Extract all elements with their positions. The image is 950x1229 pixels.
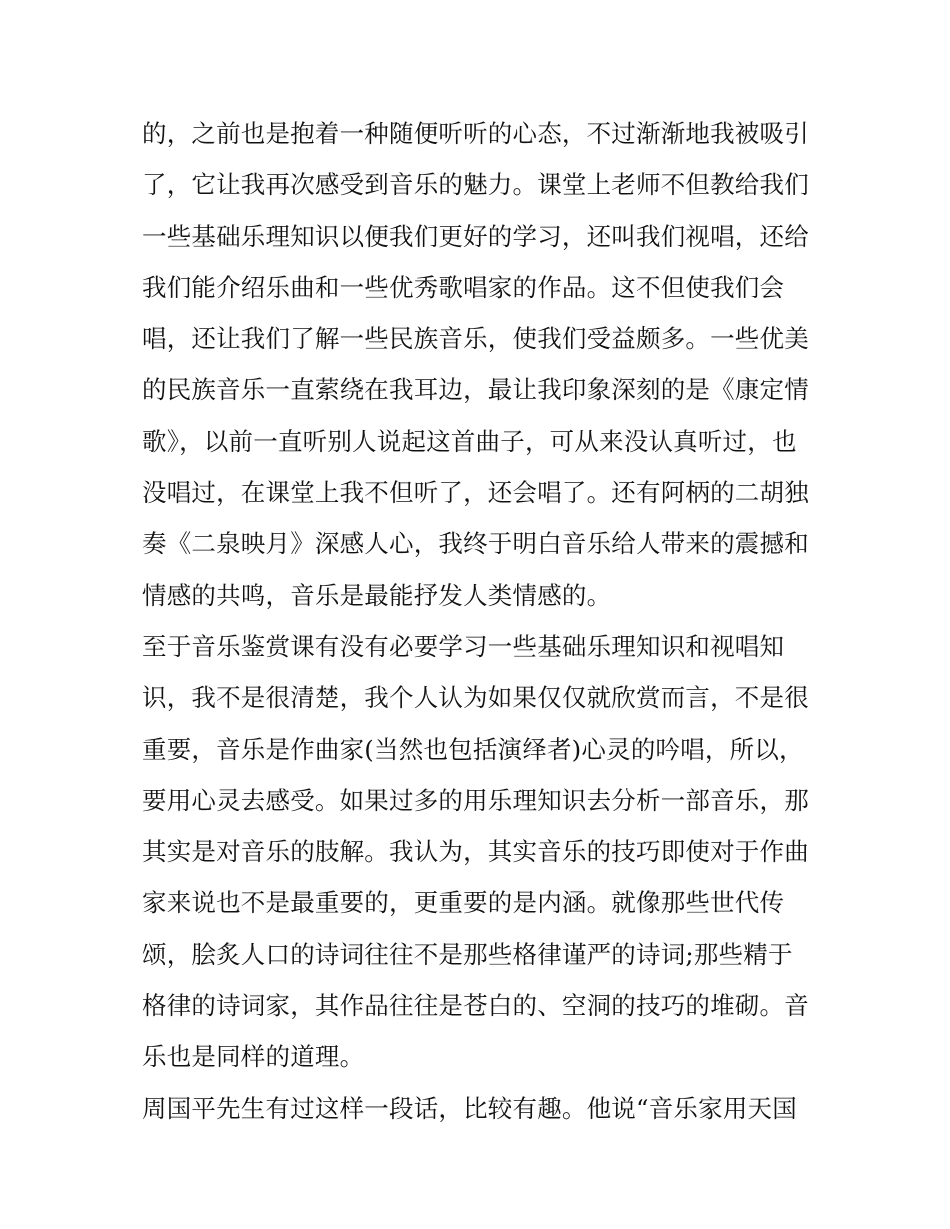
text-line: 我们能介绍乐曲和一些优秀歌唱家的作品。这不但使我们会 — [142, 272, 785, 302]
text-line: 唱，还让我们了解一些民族音乐，使我们受益颇多。一些优美 — [142, 324, 809, 354]
text-line: 至于音乐鉴赏课有没有必要学习一些基础乐理知识和视唱知 — [142, 631, 785, 661]
text-line: 格律的诗词家，其作品往往是苍白的、空洞的技巧的堆砌。音 — [142, 991, 809, 1021]
text-line: 颂，脍炙人口的诗词往往不是那些格律谨严的诗词;那些精于 — [142, 939, 793, 969]
text-line: 识，我不是很清楚，我个人认为如果仅仅就欣赏而言，不是很 — [142, 683, 809, 713]
text-line: 其实是对音乐的肢解。我认为，其实音乐的技巧即使对于作曲 — [142, 837, 809, 867]
text-line: 歌》，以前一直听别人说起这首曲子，可从来没认真听过，也 — [142, 426, 797, 456]
text-line: 情感的共鸣，音乐是最能抒发人类情感的。 — [142, 580, 612, 610]
text-line: 没唱过，在课堂上我不但听了，还会唱了。还有阿柄的二胡独 — [142, 478, 809, 508]
text-line: 奏《二泉映月》深感人心，我终于明白音乐给人带来的震撼和 — [142, 529, 809, 559]
body-text — [142, 108, 822, 1134]
text-line: 了，它让我再次感受到音乐的魅力。课堂上老师不但教给我们 — [142, 170, 809, 200]
text-line: 的，之前也是抱着一种随便听听的心态，不过渐渐地我被吸引 — [142, 119, 809, 148]
text-line: 家来说也不是最重要的，更重要的是内涵。就像那些世代传 — [142, 888, 785, 918]
text-line: 一些基础乐理知识以便我们更好的学习，还叫我们视唱，还给 — [142, 221, 809, 251]
text-line: 重要，音乐是作曲家(当然也包括演绎者)心灵的吟唱，所以， — [142, 734, 804, 764]
text-line: 的民族音乐一直萦绕在我耳边，最让我印象深刻的是《康定情 — [142, 375, 809, 405]
text-line: 要用心灵去感受。如果过多的用乐理知识去分析一部音乐，那 — [142, 785, 809, 815]
text-line: 乐也是同样的道理。 — [142, 1042, 365, 1072]
text-line: 周国平先生有过这样一段话，比较有趣。他说“音乐家用天国 — [142, 1093, 797, 1123]
